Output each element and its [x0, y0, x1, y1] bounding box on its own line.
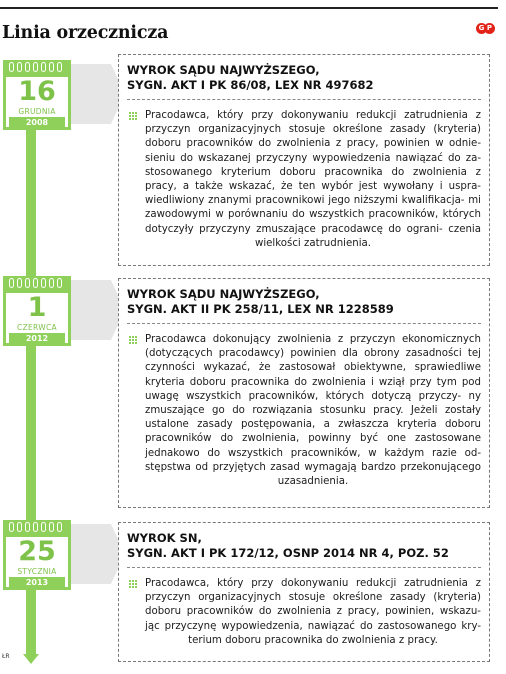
- connector-arrow: [71, 524, 111, 584]
- timeline-arrow-icon: [23, 654, 39, 664]
- ruling-heading: WYROK SN, SYGN. AKT I PK 172/12, OSNP 2014 NR 4, POZ. 52: [127, 531, 481, 568]
- ruling-text: Pracodawca, który przy dokonywaniu redukcji zatrudnienia z przyczyn organizacyjnych stosuje określone zasady (kryteria) doboru pracowników do zwolnienia z pracy, powinien w odnie- sieniu do wskazanej przyczyny wypowiedzenia nawiązać do za- stosowanego kryterium doboru pracownika do zwolnienia z pracy, a także wskazać, że ten wybór jest wywołany i uspra- wiedliwiony znanymi pracownikowi jego niższymi kwalifikacja- mi zawodowymi w porównaniu do wszystkich pracowników, których dotyczyły przyczyny zmuszające pracodawcę do ograni- czenia wielkości zatrudnienia.: [145, 110, 481, 249]
- ruling-card-1: [118, 54, 490, 266]
- grip-dots-icon: [129, 580, 138, 590]
- calendar-month: STYCZNIA: [17, 567, 57, 576]
- calendar-year: 2013: [9, 577, 65, 588]
- publisher-logo-icon: G P: [476, 23, 496, 34]
- calendar-year: 2008: [9, 117, 65, 128]
- author-credit: ŁR: [2, 653, 10, 660]
- ruling-text: Pracodawca, który przy dokonywaniu redukcji zatrudnienia z przyczyn organizacyjnych stosuje określone zasady (kryteria) doboru pracowników do zwolnienia z pracy, powinien, wskazu- jąc przyczynę wypowiedzenia, nawiązać do zastosowanego kry- terium doboru pracownika do zwolnienia z pracy.: [145, 578, 481, 646]
- top-rule: [0, 7, 498, 9]
- ruling-heading: WYROK SĄDU NAJWYŻSZEGO, SYGN. AKT II PK 258/11, LEX NR 1228589: [127, 287, 481, 324]
- calendar-day: 25: [18, 536, 56, 567]
- ruling-heading: WYROK SĄDU NAJWYŻSZEGO, SYGN. AKT I PK 86/08, LEX NR 497682: [127, 63, 481, 100]
- calendar-date-2: [3, 276, 71, 346]
- grip-dots-icon: [129, 336, 138, 346]
- calendar-day: 1: [27, 292, 47, 323]
- calendar-date-1: [3, 60, 71, 130]
- ruling-text: Pracodawca dokonujący zwolnienia z przyczyn ekonomicznych (dotyczących pracodawcy) powinien dla obrony zasadności tej czynności wykazać, że zastosował obiektywne, sprawiedliwe kryteria doboru pracownika do zwolnienia i wziął przy tym pod uwagę wszystkich pracowników, których dotyczą przyczy- ny zmuszające go do rozwiązania stosunku pracy. Jeżeli zostały ustalone zasady postępowania, a zwłaszcza kryteria doboru pracowników do zwolnienia, powinny być one zastosowane jednakowo do wszystkich pracowników, w każdym razie od- stępstwa od przyjętych zasad wymagają bardzo przekonującego uzasadnienia.: [145, 334, 481, 488]
- calendar-rings: [3, 276, 71, 290]
- calendar-month: GRUDNIA: [18, 107, 56, 116]
- calendar-rings: [3, 60, 71, 74]
- page-title: Linia orzecznicza: [2, 23, 169, 43]
- calendar-date-3: [3, 520, 71, 590]
- calendar-month: CZERWCA: [17, 323, 57, 332]
- connector-arrow: [71, 64, 111, 124]
- ruling-card-2: [118, 278, 490, 508]
- calendar-rings: [3, 520, 71, 534]
- connector-arrow: [71, 280, 111, 340]
- grip-dots-icon: [129, 112, 138, 122]
- ruling-card-3: [118, 522, 490, 662]
- calendar-year: 2012: [9, 333, 65, 344]
- calendar-day: 16: [18, 76, 56, 107]
